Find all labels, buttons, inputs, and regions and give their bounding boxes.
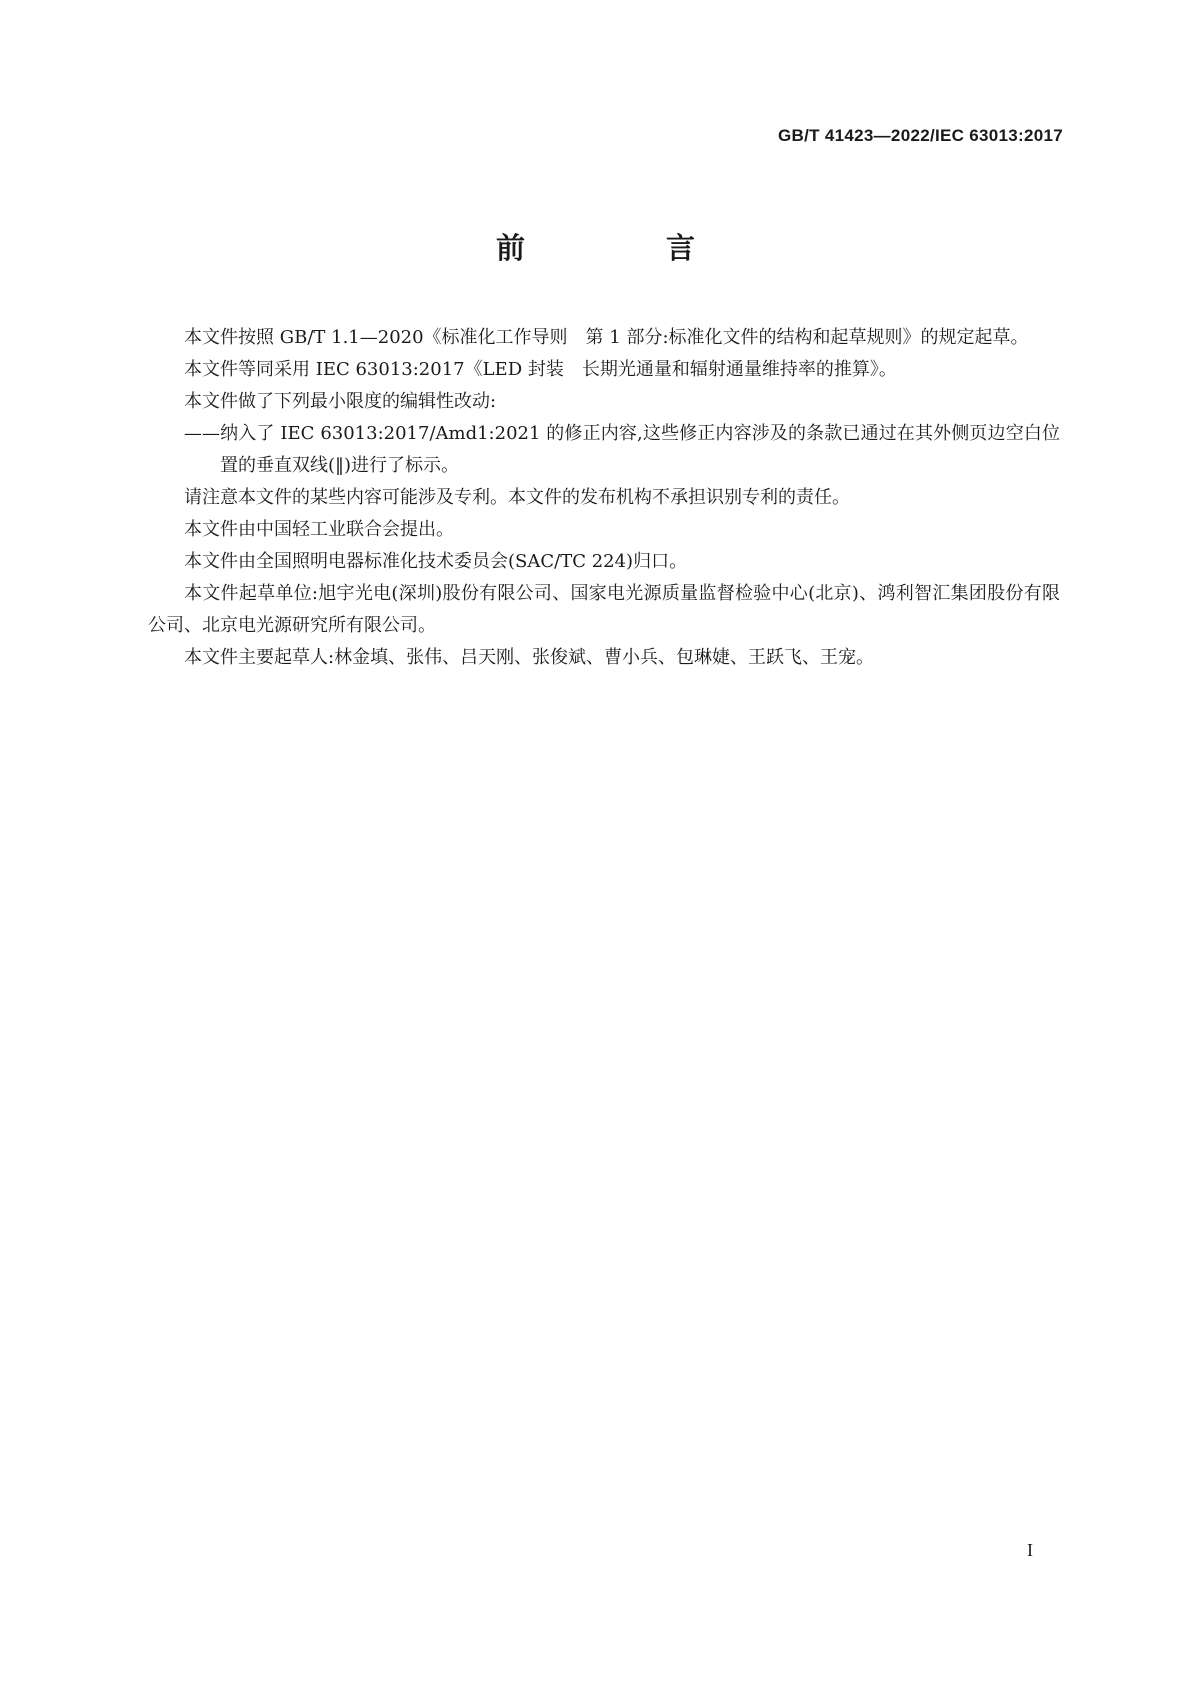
list-item-text: 纳入了 IEC 63013:2017/Amd1:2021 的修正内容,这些修正内容涉及的条款已通过在其外侧页边空白位置的垂直双线(‖)进行了标示。 <box>220 423 1060 476</box>
paragraph-proposer: 本文件由中国轻工业联合会提出。 <box>184 519 454 540</box>
paragraph-drafting-organizations: 本文件起草单位:旭宇光电(深圳)股份有限公司、国家电光源质量监督检验中心(北京)、鸿利智汇集团股份有限公司、北京电光源研究所有限公司。 <box>148 583 1060 636</box>
list-item-amendment <box>148 418 1060 482</box>
paragraph-editorial-changes: 本文件做了下列最小限度的编辑性改动: <box>184 391 497 412</box>
paragraph-drafters: 本文件主要起草人:林金填、张伟、吕天刚、张俊斌、曹小兵、包琳婕、王跃飞、王宠。 <box>184 647 875 668</box>
paragraph-adoption: 本文件等同采用 IEC 63013:2017《LED 封装 长期光通量和辐射通量维持率的推算》。 <box>184 359 897 380</box>
paragraph-drafting-rules: 本文件按照 GB/T 1.1—2020《标准化工作导则 第 1 部分:标准化文件的结构和起草规则》的规定起草。 <box>184 327 1029 348</box>
page-title: 前 言 <box>495 231 751 265</box>
standard-code: GB/T 41423—2022/IEC 63013:2017 <box>778 126 1063 145</box>
foreword-body <box>148 322 1060 674</box>
dash-mark: —— <box>184 423 220 444</box>
paragraph-committee: 本文件由全国照明电器标准化技术委员会(SAC/TC 224)归口。 <box>184 551 688 572</box>
page-number: I <box>1027 1540 1033 1560</box>
paragraph-patent-notice: 请注意本文件的某些内容可能涉及专利。本文件的发布机构不承担识别专利的责任。 <box>184 487 850 508</box>
